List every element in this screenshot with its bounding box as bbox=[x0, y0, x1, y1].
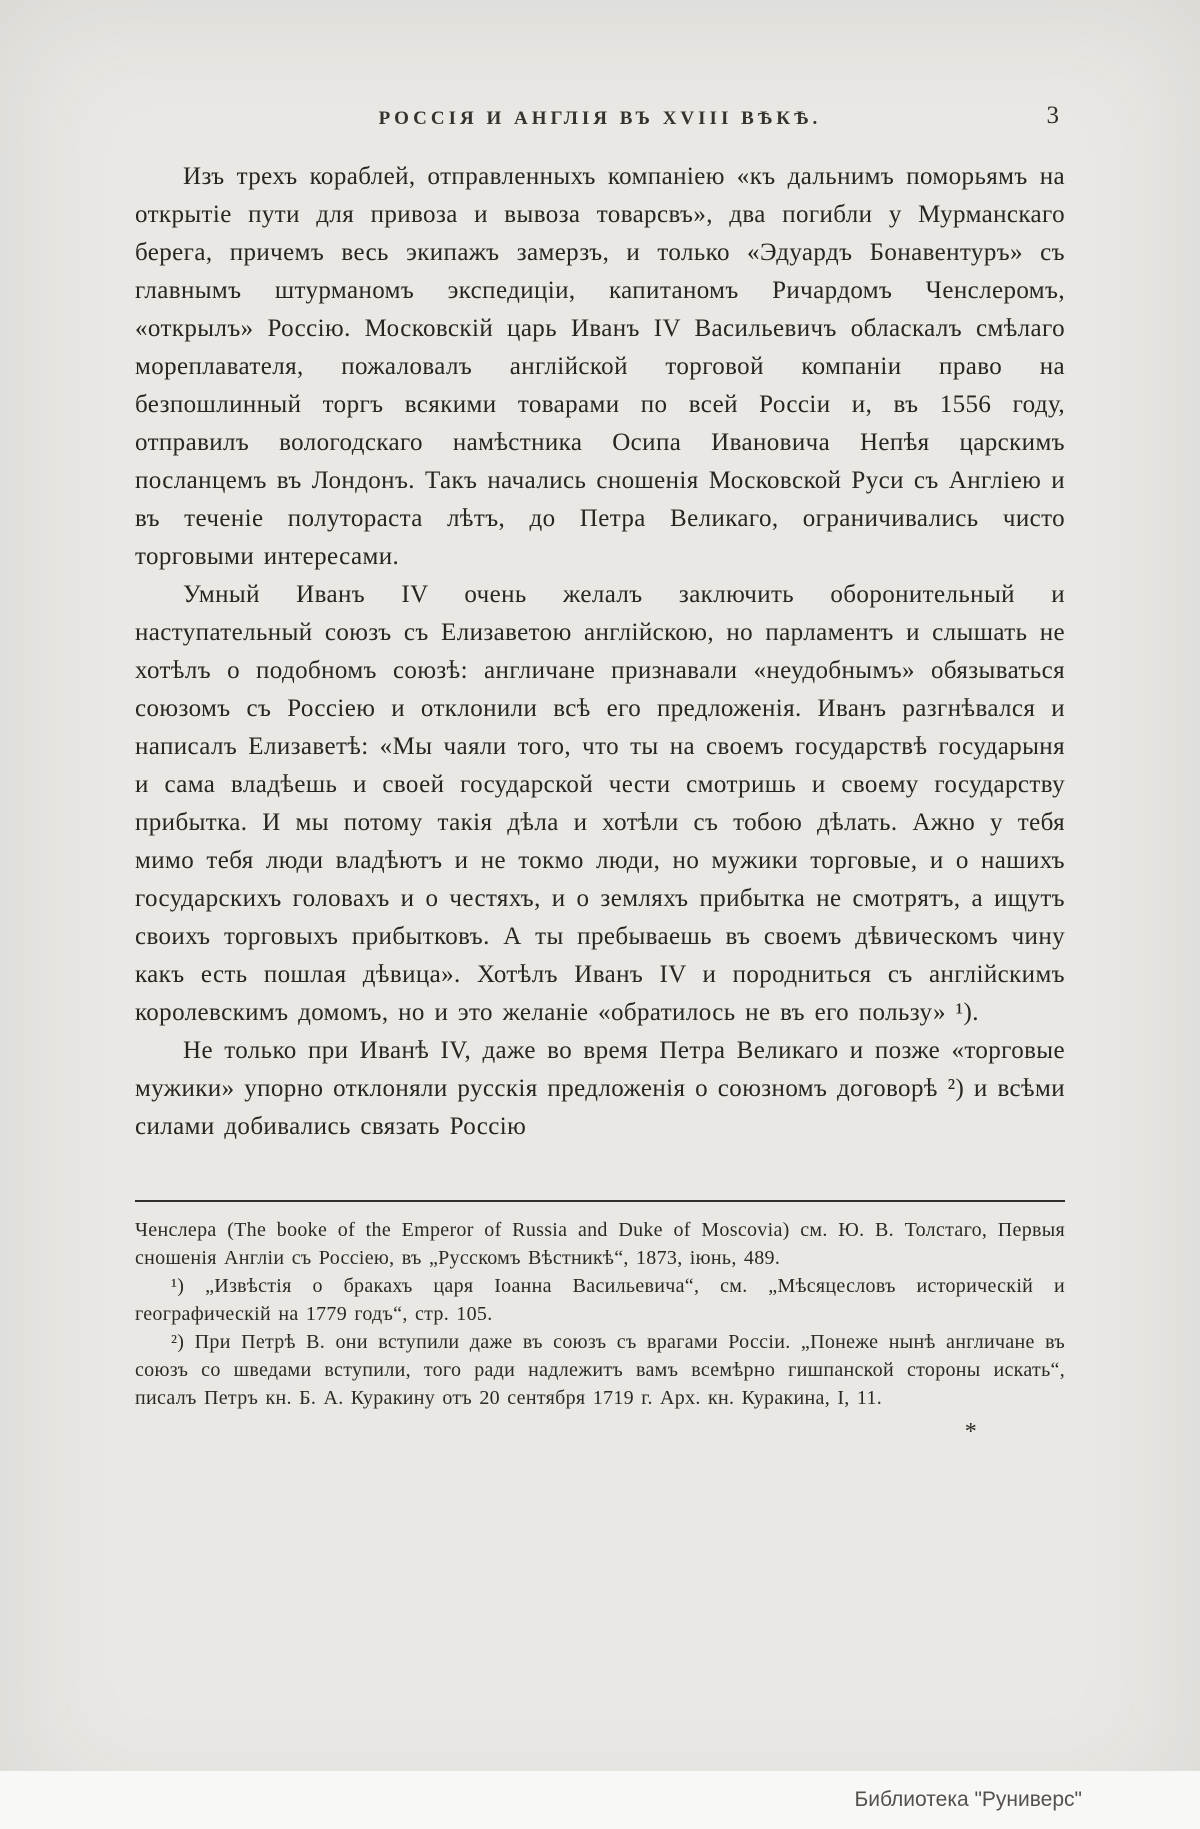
paragraph-3: Не только при Иванѣ IV, даже во время Петра Великаго и позже «торговые мужики» упорно отклоняли русскія предложенія о союзномъ договорѣ ²) и всѣми силами добивались связать Россію bbox=[135, 1037, 1065, 1140]
page-header-title: РОССІЯ И АНГЛІЯ ВЪ XVIII ВѢКѢ. bbox=[378, 108, 822, 129]
library-watermark: Библиотека "Руниверс" bbox=[854, 1788, 1082, 1811]
watermark-bar bbox=[0, 1771, 1200, 1829]
footnote-1: ¹) „Извѣстія о бракахъ царя Іоанна Васильевича“, см. „Мѣсяцесловъ историческій и географическій на 1779 годъ“, стр. 105. bbox=[135, 1275, 1065, 1325]
footnote-divider bbox=[135, 1200, 1065, 1202]
footnote-2: ²) При Петрѣ В. они вступили даже въ союзъ съ врагами Россіи. „Понеже нынѣ англичане въ союзъ со шведами вступили, того ради надлежитъ вамъ всемѣрно гишпанской стороны искать“, писалъ Петръ кн. Б. А. Куракину отъ 20 сентября 1719 г. Арх. кн. Куракина, I, 11. bbox=[135, 1331, 1065, 1409]
footnote-continuation: Ченслера (The booke of the Emperor of Russia and Duke of Moscovia) см. Ю. В. Толстаго, Первыя сношенія Англіи съ Россіею, въ „Русскомъ Вѣстникѣ“, 1873, іюнь, 489. bbox=[135, 1219, 1065, 1269]
main-text bbox=[135, 158, 1065, 1146]
signature-asterisk: * bbox=[964, 1419, 977, 1445]
page-number: 3 bbox=[1046, 102, 1059, 129]
paragraph-2: Умный Иванъ IV очень желалъ заключить оборонительный и наступательный союзъ съ Елизаветою англійскою, но парламентъ и слышать не хотѣлъ о подобномъ союзѣ: англичане признавали «неудобнымъ» обязываться союзомъ съ Россіею и отклонили всѣ его предложенія. Иванъ разгнѣвался и написалъ Елизаветѣ: «Мы чаяли того, что ты на своемъ государствѣ государыня и сама владѣешь и своей государской чести смотришь и своему государству прибытка. И мы потому такія дѣла и хотѣли съ тобою дѣлать. Ажно у тебя мимо тебя люди владѣютъ и не токмо люди, но мужики торговые, и о нашихъ государскихъ головахъ и о честяхъ, и о земляхъ прибытка не смотрятъ, а ищутъ своихъ торговыхъ прибытковъ. А ты пребываешь въ своемъ дѣвическомъ чину какъ есть пошлая дѣвица». Хотѣлъ Иванъ IV и породниться съ англійскимъ королевскимъ домомъ, но и это желаніе «обратилось не въ его пользу» ¹). bbox=[135, 581, 1065, 1026]
footnotes bbox=[135, 1216, 1065, 1446]
running-header bbox=[135, 102, 1065, 142]
paragraph-1: Изъ трехъ кораблей, отправленныхъ компаніею «къ дальнимъ поморьямъ на открытіе пути для привоза и вывоза товарсвъ», два погибли у Мурманскаго берега, причемъ весь экипажъ замерзъ, и только «Эдуардъ Бонавентуръ» съ главнымъ штурманомъ экспедиціи, капитаномъ Ричардомъ Ченслеромъ, «открылъ» Россію. Московскій царь Иванъ IV Васильевичъ обласкалъ смѣлаго мореплавателя, пожаловалъ англійской торговой компаніи право на безпошлинный торгъ всякими товарами по всей Россіи и, въ 1556 году, отправилъ вологодскаго намѣстника Осипа Ивановича Непѣя царскимъ посланцемъ въ Лондонъ. Такъ начались сношенія Московской Руси съ Англіею и въ теченіе полутораста лѣтъ, до Петра Великаго, ограничивались чисто торговыми интересами. bbox=[135, 163, 1065, 570]
